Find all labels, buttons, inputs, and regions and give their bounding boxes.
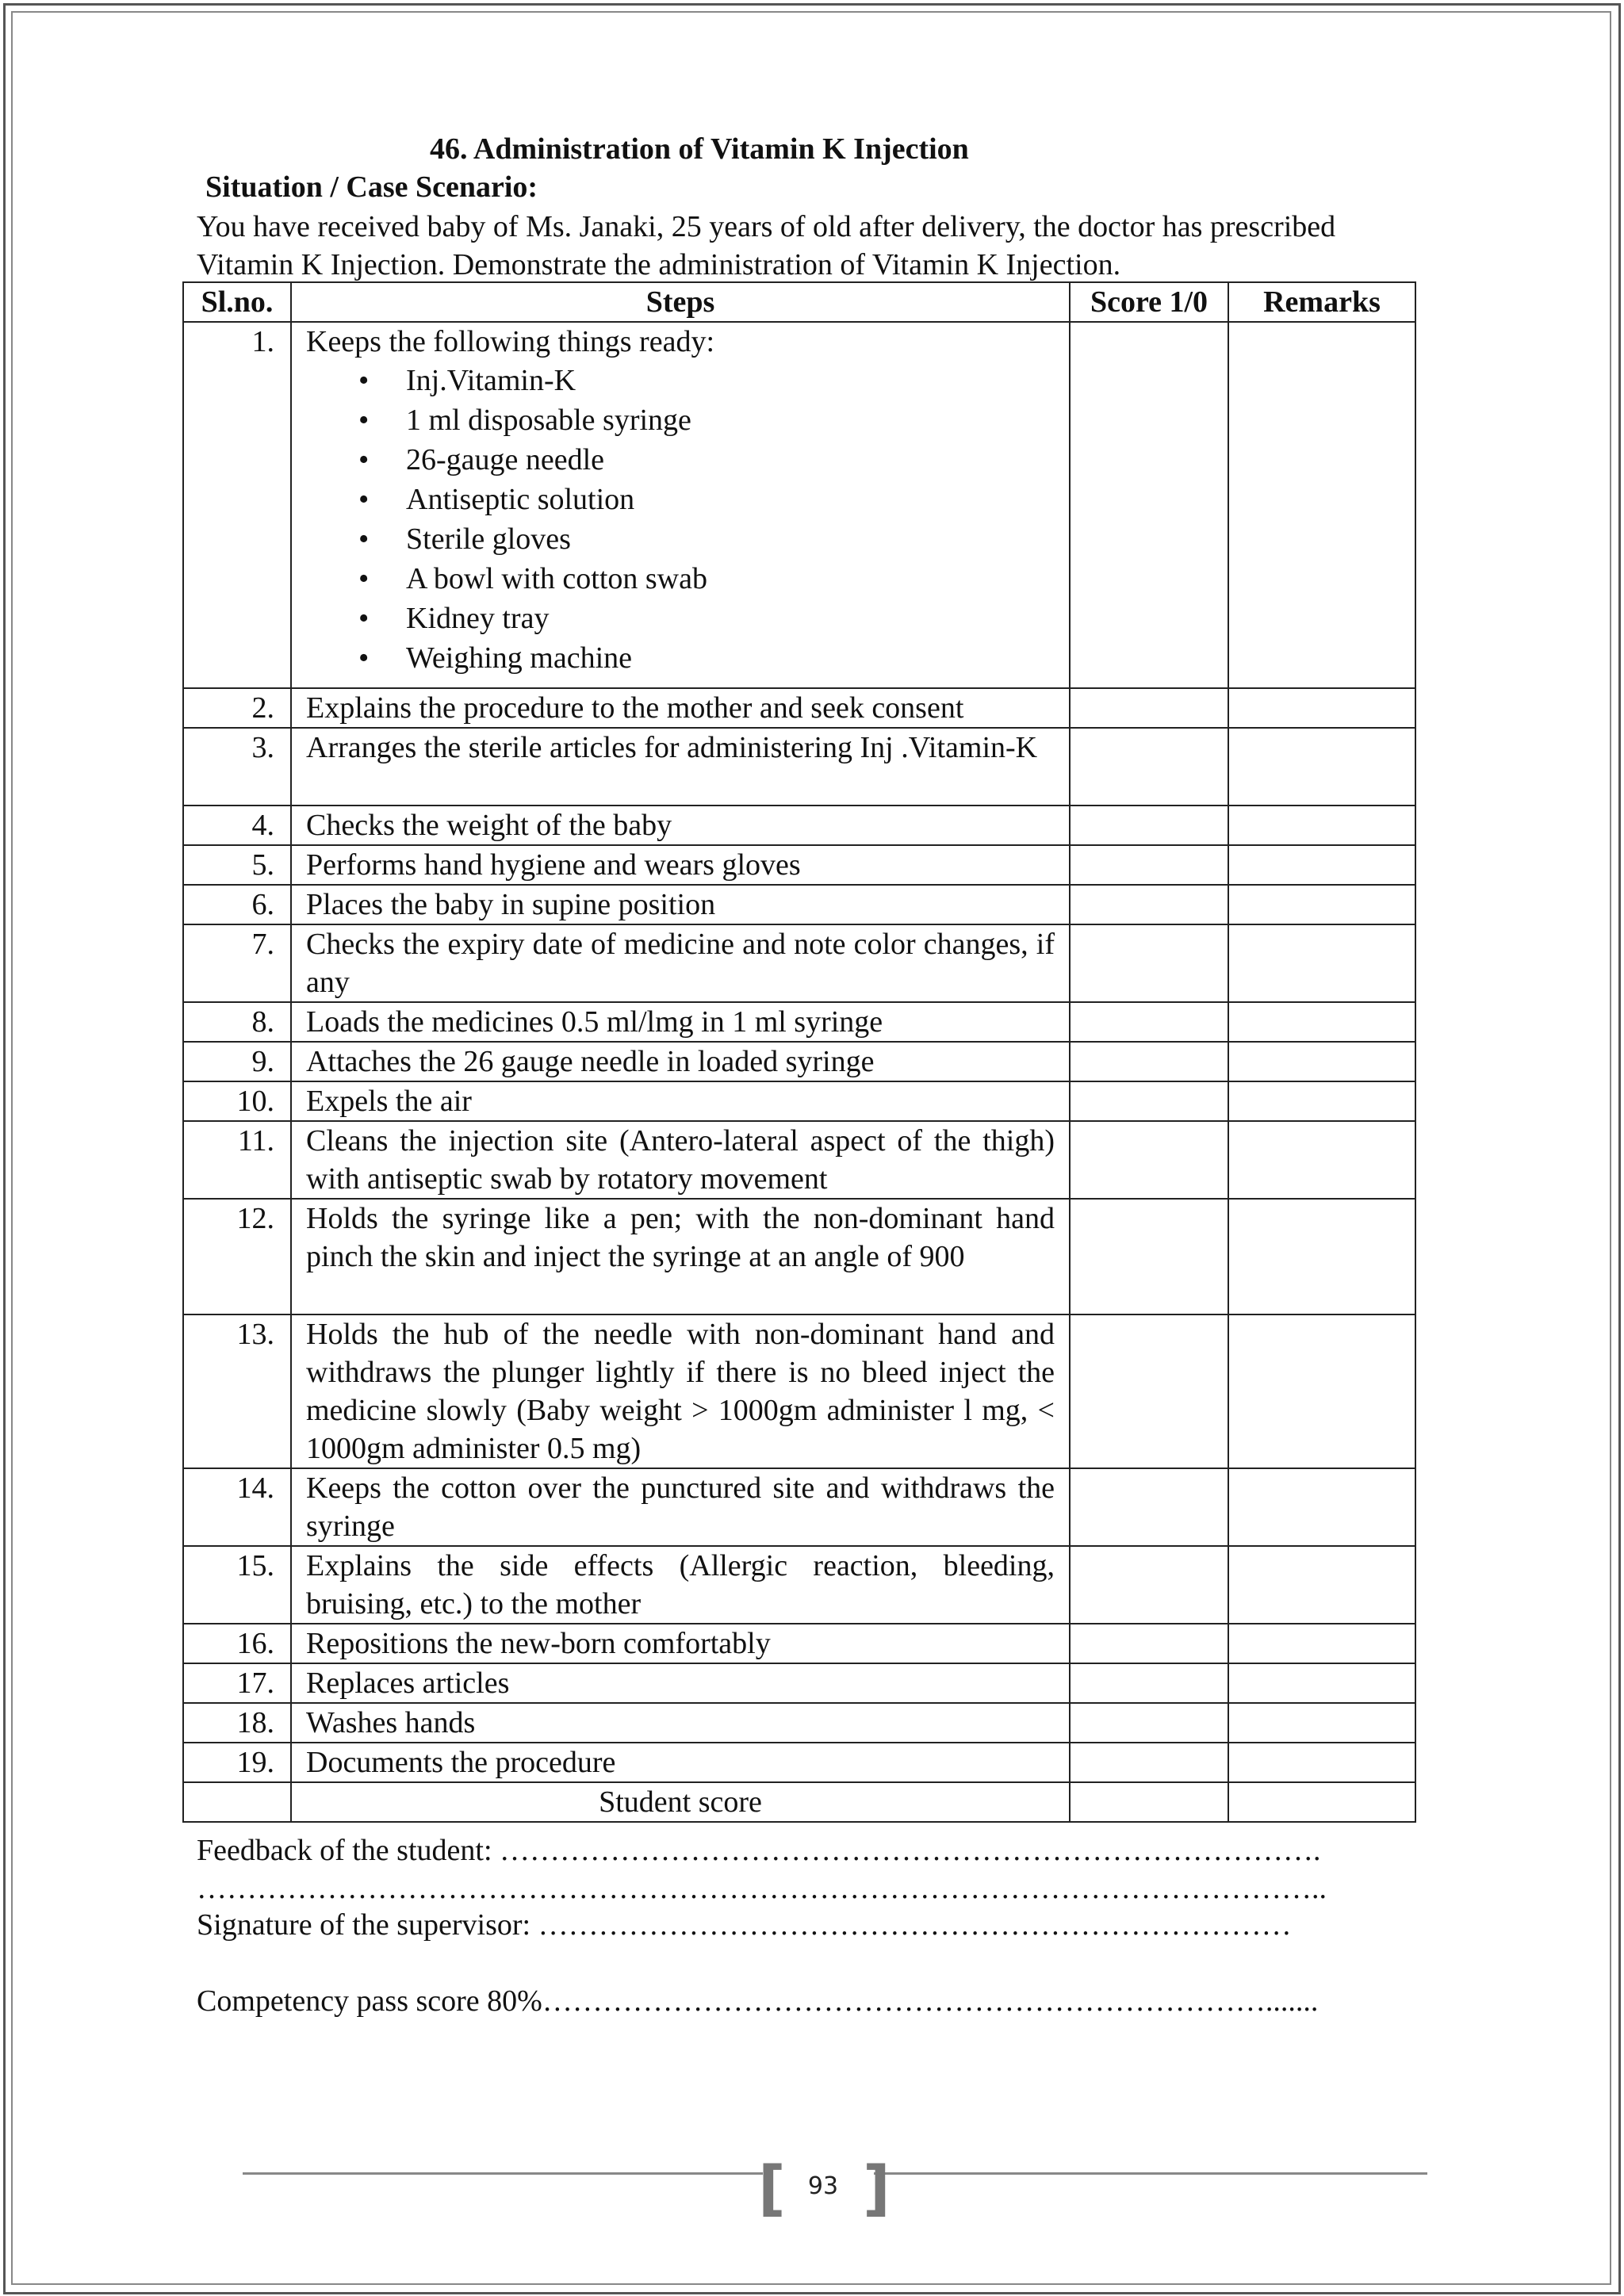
list-item: • Sterile gloves	[358, 519, 1055, 559]
step-text: Checks the expiry date of medicine and note color changes, if any	[306, 928, 1055, 999]
remarks-cell	[1228, 1663, 1415, 1703]
score-cell	[1070, 1663, 1228, 1703]
step-text: Holds the hub of the needle with non-dominant hand and withdraws the plunger lightly if there is no bleed inject the medicine slowly (Baby weight > 1000gm administer l mg, < 1000gm administer 0.5 mg)	[306, 1318, 1055, 1465]
score-cell	[1070, 1468, 1228, 1546]
step-text: Keeps the cotton over the punctured site and withdraws the syringe	[306, 1471, 1055, 1543]
step-text: Performs hand hygiene and wears gloves	[306, 848, 801, 882]
remarks-cell	[1228, 322, 1415, 688]
supervisor-signature-line: Signature of the supervisor: …………………………………………………………………	[197, 1908, 1292, 1942]
score-cell	[1070, 1546, 1228, 1624]
score-cell	[1070, 885, 1228, 924]
step-cell	[291, 322, 1070, 688]
step-number: 9.	[183, 1042, 291, 1081]
step-cell	[291, 1663, 1070, 1703]
table-row	[183, 1624, 1415, 1663]
table-row	[183, 1703, 1415, 1743]
score-cell	[1070, 1624, 1228, 1663]
score-cell	[1070, 1081, 1228, 1121]
table-row	[183, 806, 1415, 845]
pass-score-line: Competency pass score 80%……………………………………………………………….......	[197, 1984, 1319, 2018]
table-row	[183, 728, 1415, 806]
table-row	[183, 688, 1415, 728]
feedback-dots-line: …………………………………………………………………………………………………..	[197, 1872, 1327, 1905]
table-row	[183, 1663, 1415, 1703]
step-text: Cleans the injection site (Antero-lateral aspect of the thigh) with antiseptic swab by rotatory movement	[306, 1124, 1055, 1196]
step-text: Explains the side effects (Allergic reaction, bleeding, bruising, etc.) to the mother	[306, 1549, 1055, 1621]
table-header-row	[183, 282, 1415, 322]
step-number: 6.	[183, 885, 291, 924]
table-row	[183, 322, 1415, 688]
step-number: 14.	[183, 1468, 291, 1546]
table-row	[183, 1081, 1415, 1121]
step-number: 19.	[183, 1743, 291, 1782]
list-item: • Weighing machine	[358, 638, 1055, 678]
score-cell	[1070, 688, 1228, 728]
footer-rule-left	[243, 2172, 763, 2175]
feedback-line: Feedback of the student: ……………………………………………………………………….	[197, 1834, 1321, 1867]
table-row	[183, 1468, 1415, 1546]
student-score-value	[1070, 1782, 1228, 1822]
step-cell	[291, 1546, 1070, 1624]
step-cell	[291, 1081, 1070, 1121]
student-score-row	[183, 1782, 1415, 1822]
step-text: Repositions the new-born comfortably	[306, 1627, 771, 1660]
step-cell	[291, 688, 1070, 728]
procedure-checklist-table	[182, 281, 1416, 1823]
step-number: 18.	[183, 1703, 291, 1743]
step-cell	[291, 806, 1070, 845]
scenario-text: You have received baby of Ms. Janaki, 25 years of old after delivery, the doctor has prescribed Vitamin K Injection. Demonstrate the administration of Vitamin K Injection.	[197, 210, 1336, 281]
student-score-label: Student score	[291, 1782, 1070, 1822]
step-text: Documents the procedure	[306, 1746, 616, 1779]
table-row	[183, 1121, 1415, 1199]
remarks-cell	[1228, 1314, 1415, 1468]
footer-rule-right	[874, 2172, 1427, 2175]
step-cell	[291, 1624, 1070, 1663]
remarks-cell	[1228, 688, 1415, 728]
remarks-cell	[1228, 924, 1415, 1002]
score-cell	[1070, 322, 1228, 688]
page-number: 93	[807, 2172, 839, 2200]
remarks-cell	[1228, 845, 1415, 885]
remarks-cell	[1228, 1743, 1415, 1782]
list-item: • 26-gauge needle	[358, 440, 1055, 480]
score-cell	[1070, 1743, 1228, 1782]
step-number: 2.	[183, 688, 291, 728]
step-cell	[291, 845, 1070, 885]
table-row	[183, 885, 1415, 924]
step-text: Arranges the sterile articles for administering Inj .Vitamin-K	[306, 731, 1038, 764]
step-text: Replaces articles	[306, 1667, 510, 1700]
list-item: • 1 ml disposable syringe	[358, 400, 1055, 440]
list-item: • Antiseptic solution	[358, 480, 1055, 519]
step-text: Explains the procedure to the mother and seek consent	[306, 691, 964, 725]
step-number: 3.	[183, 728, 291, 806]
table-row	[183, 1743, 1415, 1782]
step-number: 5.	[183, 845, 291, 885]
score-cell	[1070, 728, 1228, 806]
step-number: 13.	[183, 1314, 291, 1468]
score-cell	[1070, 845, 1228, 885]
table-row	[183, 1199, 1415, 1314]
step-text: Checks the weight of the baby	[306, 809, 672, 842]
supplies-list	[306, 361, 1055, 678]
list-item: • Kidney tray	[358, 599, 1055, 638]
table-row	[183, 845, 1415, 885]
remarks-cell	[1228, 1199, 1415, 1314]
step-cell	[291, 924, 1070, 1002]
scenario-heading: Situation / Case Scenario:	[205, 170, 538, 204]
table-row	[183, 1314, 1415, 1468]
header-slno: Sl.no.	[183, 282, 291, 322]
step-number: 17.	[183, 1663, 291, 1703]
step-text: Places the baby in supine position	[306, 888, 716, 921]
step-number: 4.	[183, 806, 291, 845]
step-number: 8.	[183, 1002, 291, 1042]
step-text: Holds the syringe like a pen; with the non-dominant hand pinch the skin and inject the syringe at an angle of 900	[306, 1202, 1055, 1273]
score-cell	[1070, 1042, 1228, 1081]
step-cell	[291, 1199, 1070, 1314]
step-number: 16.	[183, 1624, 291, 1663]
table-row	[183, 924, 1415, 1002]
remarks-cell	[1228, 1002, 1415, 1042]
step-cell	[291, 885, 1070, 924]
remarks-cell	[1228, 1468, 1415, 1546]
student-score-remarks	[1228, 1782, 1415, 1822]
step-cell	[291, 1743, 1070, 1782]
score-cell	[1070, 1703, 1228, 1743]
remarks-cell	[1228, 1042, 1415, 1081]
step-number: 10.	[183, 1081, 291, 1121]
left-bracket-icon: [	[758, 2152, 786, 2223]
score-cell	[1070, 1314, 1228, 1468]
list-item: • Inj.Vitamin-K	[358, 361, 1055, 400]
step-cell	[291, 1042, 1070, 1081]
step-number: 12.	[183, 1199, 291, 1314]
score-cell	[1070, 924, 1228, 1002]
table-row	[183, 1002, 1415, 1042]
score-cell	[1070, 1121, 1228, 1199]
header-steps: Steps	[291, 282, 1070, 322]
list-item: • A bowl with cotton swab	[358, 559, 1055, 599]
remarks-cell	[1228, 1546, 1415, 1624]
right-bracket-icon: ]	[863, 2152, 891, 2223]
step-text: Attaches the 26 gauge needle in loaded syringe	[306, 1045, 875, 1078]
step-text: Loads the medicines 0.5 ml/lmg in 1 ml syringe	[306, 1005, 883, 1039]
table-row	[183, 1546, 1415, 1624]
remarks-cell	[1228, 885, 1415, 924]
step-number: 15.	[183, 1546, 291, 1624]
header-score: Score 1/0	[1070, 282, 1228, 322]
table-row	[183, 1042, 1415, 1081]
score-cell	[1070, 1002, 1228, 1042]
score-row-blank	[183, 1782, 291, 1822]
step-text: Washes hands	[306, 1706, 476, 1739]
step-cell	[291, 1314, 1070, 1468]
score-cell	[1070, 1199, 1228, 1314]
step-cell	[291, 1121, 1070, 1199]
remarks-cell	[1228, 728, 1415, 806]
score-cell	[1070, 806, 1228, 845]
remarks-cell	[1228, 1703, 1415, 1743]
header-remarks: Remarks	[1228, 282, 1415, 322]
step-cell	[291, 1468, 1070, 1546]
step-number: 7.	[183, 924, 291, 1002]
step-number: 1.	[183, 322, 291, 688]
step-cell	[291, 1002, 1070, 1042]
step-cell	[291, 728, 1070, 806]
remarks-cell	[1228, 1624, 1415, 1663]
step-text: Expels the air	[306, 1085, 472, 1118]
step-text: Keeps the following things ready:	[306, 325, 715, 358]
remarks-cell	[1228, 1121, 1415, 1199]
remarks-cell	[1228, 806, 1415, 845]
step-cell	[291, 1703, 1070, 1743]
step-number: 11.	[183, 1121, 291, 1199]
page-title: 46. Administration of Vitamin K Injection	[430, 132, 969, 166]
remarks-cell	[1228, 1081, 1415, 1121]
